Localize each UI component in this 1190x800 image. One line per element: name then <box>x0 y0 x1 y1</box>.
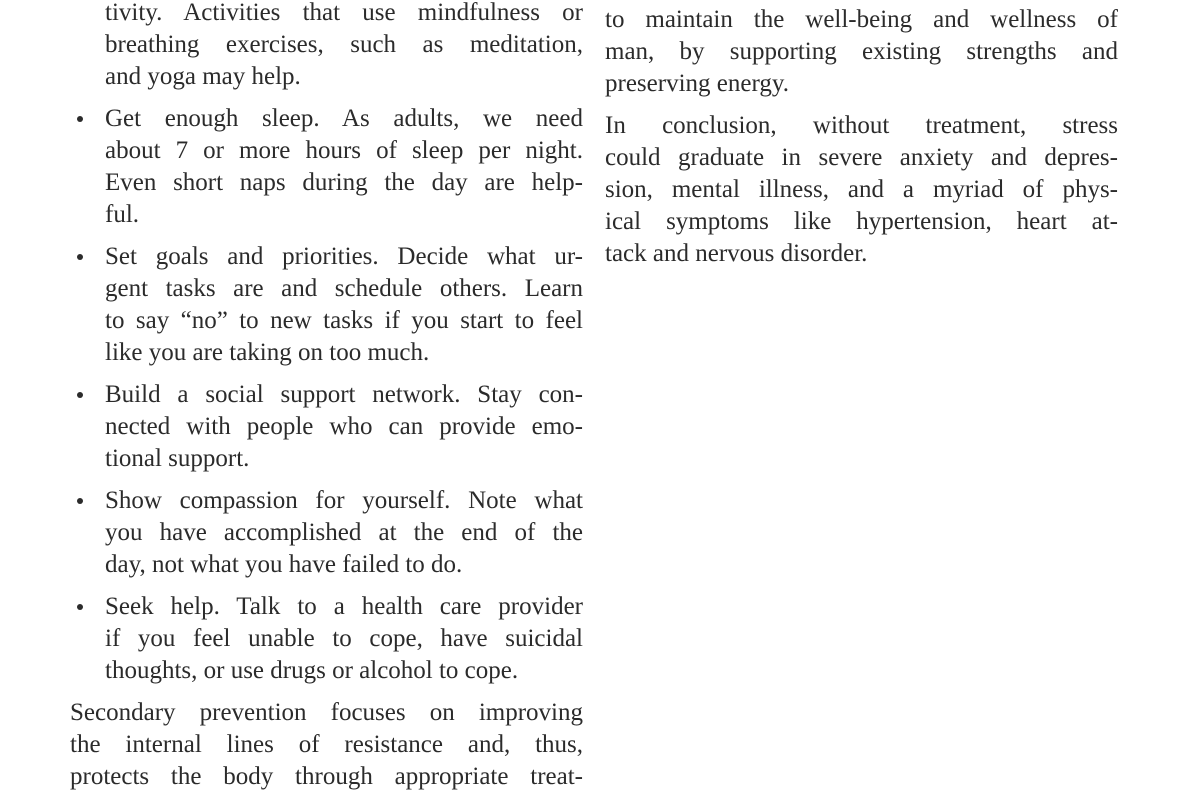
column-right <box>605 4 1118 270</box>
paragraph <box>605 4 1118 100</box>
bullet-item <box>70 379 583 475</box>
text-line: Show compassion for yourself. Note what <box>105 487 583 514</box>
text-line: nected with people who can provide emo- <box>105 413 583 440</box>
text-line: you have accomplished at the end of the <box>105 519 583 546</box>
text-line: like you are taking on too much. <box>105 339 430 366</box>
text-line: tivity. Activities that use mindfulness or <box>105 0 583 26</box>
bullet-icon <box>77 604 83 610</box>
column-left <box>70 0 583 793</box>
text-line: thoughts, or use drugs or alcohol to cope. <box>105 657 519 684</box>
bullet-icon <box>77 392 83 398</box>
text-line: sion, mental illness, and a myriad of phys- <box>605 176 1118 203</box>
text-line: ful. <box>105 201 140 228</box>
text-line: tack and nervous disorder. <box>605 240 868 267</box>
bullet-item <box>70 591 583 687</box>
bullet-icon <box>77 498 83 504</box>
paragraph-continuation <box>70 0 583 93</box>
text-line: man, by supporting existing strengths and <box>605 38 1118 65</box>
text-line: Get enough sleep. As adults, we need <box>105 105 583 132</box>
text-line: could graduate in severe anxiety and depres- <box>605 144 1118 171</box>
text-line: Secondary prevention focuses on improving <box>70 699 583 726</box>
text-line: ical symptoms like hypertension, heart at- <box>605 208 1118 235</box>
text-line: about 7 or more hours of sleep per night. <box>105 137 583 164</box>
text-line: and yoga may help. <box>105 63 301 90</box>
text-line: the internal lines of resistance and, thus, <box>70 731 583 758</box>
bullet-item <box>70 103 583 231</box>
text-line: breathing exercises, such as meditation, <box>105 31 583 58</box>
text-line: Seek help. Talk to a health care provider <box>105 593 583 620</box>
text-line: Even short naps during the day are help- <box>105 169 583 196</box>
paragraph <box>70 697 583 793</box>
text-line: Build a social support network. Stay con- <box>105 381 583 408</box>
text-line: if you feel unable to cope, have suicidal <box>105 625 583 652</box>
bullet-item <box>70 241 583 369</box>
text-line: gent tasks are and schedule others. Learn <box>105 275 583 302</box>
text-line: to maintain the well-being and wellness of <box>605 6 1118 33</box>
text-line: to say “no” to new tasks if you start to feel <box>105 307 583 334</box>
bullet-icon <box>77 116 83 122</box>
bullet-icon <box>77 254 83 260</box>
text-line: In conclusion, without treatment, stress <box>605 112 1118 139</box>
text-line: day, not what you have failed to do. <box>105 551 463 578</box>
text-line: tional support. <box>105 445 250 472</box>
text-line: Set goals and priorities. Decide what ur- <box>105 243 583 270</box>
text-line: preserving energy. <box>605 70 789 97</box>
bullet-item <box>70 485 583 581</box>
paragraph <box>605 110 1118 270</box>
text-line: protects the body through appropriate treat- <box>70 763 583 790</box>
